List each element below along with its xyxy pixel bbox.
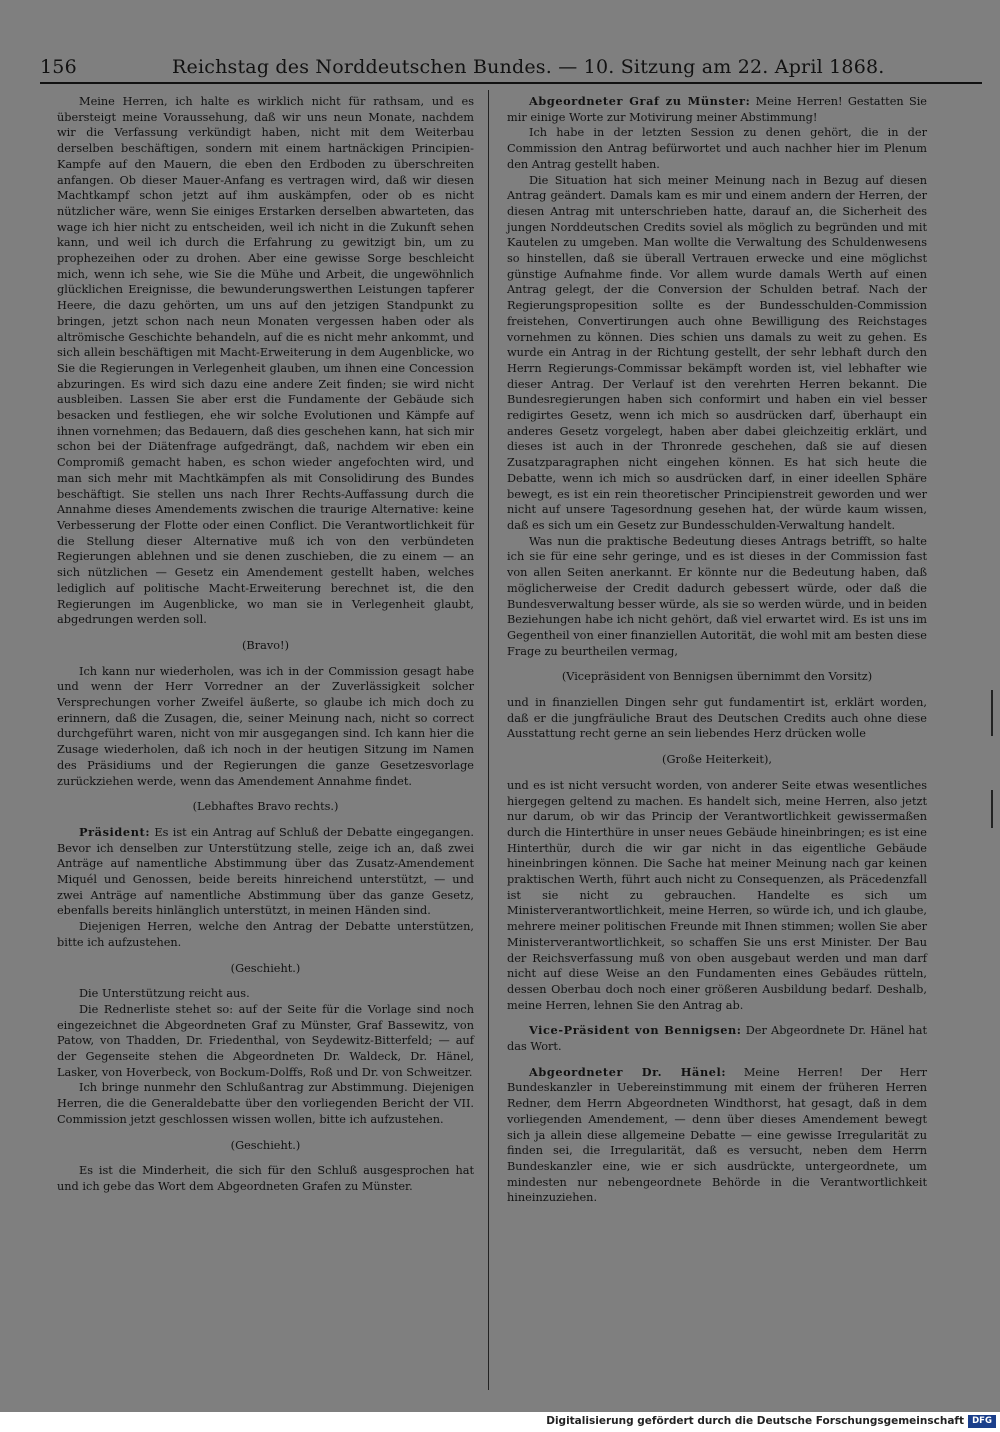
- paragraph: Ich kann nur wiederholen, was ich in der Commission gesagt habe und wenn der Herr Vorredner an der Zuverlässigkeit solcher Versprechungen vorher Zweifel äußerte, so glaube ich mich doch zu erinnern, daß die Zusagen, die, seiner Meinung nach, nicht so correct durchgeführt waren, nicht von mir ausgegangen sind. Ich kann hier die Zusage wiederholen, daß ich noch in der heutigen Sitzung im Namen des Präsidiums und der Regierungen die ganze Gesetzesvorlage zurückziehen werde, wenn das Amendement Annahme findet.: [57, 664, 474, 788]
- paragraph: und es ist nicht versucht worden, von anderer Seite etwas wesentliches hiergegen geltend zu machen. Es handelt sich, meine Herren, also jetzt nur darum, ob wir das Princip der Verantwortlichkeit gewissermaßen durch die Hinterthüre in unser neues Gebäude hineinbringen; es ist eine Hinterthür, durch die wir gar nicht in das eigentliche Gebäude hineinbringen können. Die Sache hat meiner Meinung nach gar keinen praktischen Werth, führt auch nicht zu Consequenzen, als Präcedenzfall ist sie nicht zu gebrauchen. Handelte es sich um Ministerverantwortlichkeit, meine Herren, so würde ich, und ich glaube, mehrere meiner politischen Freunde mit Ihnen stimmen; wollen Sie aber Ministerverantwortlichkeit, so schaffen Sie uns erst Minister. Der Bau der Reichsverfassung muß von oben ausgebaut werden und man darf nicht auf diese Weise an den Fundamenten eines Gebäudes rütteln, dessen Oberbau doch noch einer größeren Ausbildung bedarf. Deshalb, meine Herren, lehnen Sie den Antrag ab.: [507, 778, 927, 1012]
- stage-direction: (Geschieht.): [230, 961, 301, 975]
- speaker-name: Abgeordneter Dr. Hänel:: [529, 1064, 727, 1079]
- paragraph: [507, 94, 927, 125]
- paragraph: Die Unterstützung reicht aus.: [79, 987, 250, 1001]
- speech-text: Es ist ein Antrag auf Schluß der Debatte eingegangen. Bevor ich denselben zur Unterstützung stelle, zeige ich an, daß zwei Anträge auf namentliche Abstimmung über das Zusatz-Amendement Miquél und Genossen, beide bereits hinreichend unterstützt, — und zwei Anträge auf namentliche Abstimmung über das ganze Gesetz, ebenfalls bereits hinlänglich unterstützt, in meinen Händen sind.: [57, 825, 474, 918]
- paragraph: Es ist die Minderheit, die sich für den Schluß ausgesprochen hat und ich gebe das Wort dem Abgeordneten Grafen zu Münster.: [57, 1164, 474, 1193]
- page-header: [40, 56, 980, 78]
- stage-direction: (Große Heiterkeit),: [662, 753, 772, 767]
- stage-direction: (Lebhaftes Bravo rechts.): [192, 800, 339, 814]
- speaker-name: Abgeordneter Graf zu Münster:: [529, 94, 751, 108]
- page-number: 156: [40, 56, 77, 78]
- page-footer: [0, 1412, 1000, 1432]
- dfg-logo: DFG: [968, 1415, 996, 1428]
- header-rule: [40, 82, 982, 84]
- paragraph: Die Situation hat sich meiner Meinung nach in Bezug auf diesen Antrag geändert. Damals kam es mir und einem andern der Herren, der diesen Antrag mit unterschrieben hatte, darauf an, die Sicherheit des jungen Norddeutschen Credits soviel als möglich zu begründen und mit Kautelen zu umgeben. Man wollte die Verwaltung des Schuldenwesens so hinstellen, daß sie überall Vertrauen erwecke und eine möglichst günstige Aufnahme finde. Vor allem wurde damals Werth auf einen Antrag gelegt, der die Conversion der Schulden betraf. Nach der Regierungspropesition sollte es der Bundesschulden-Commission freistehen, Convertirungen auch ohne Bewilligung des Reichstages vornehmen zu können. Dies schien uns damals zu weit zu gehen. Es wurde ein Antrag in der Richtung gestellt, der sehr lebhaft durch den Herrn Regierungs-Commissar bekämpft worden ist, viel lebhafter wie dieser Antrag. Der Verlauf ist den verehrten Herren bekannt. Die Bundesregierungen haben sich conformirt und haben ein viel besser redigirtes Gesetz, wenn ich mich so ausdrücken darf, überhaupt ein anderes Gesetz vorgelegt, haben aber dabei gleichzeitig erklärt, und dieses ist auch in der Thronrede geschehen, daß sie auf diesen Zusatzparagraphen nicht eingehen können. Es hat sich heute die Debatte, wenn ich mich so ausdrücken darf, in einer ideellen Sphäre bewegt, es ist ein rein theoretischer Principienstreit geworden und wer nicht auf unsere Tagesordnung gesehen hat, der würde kaum wissen, daß es sich um ein Gesetz zur Bundesschulden-Verwaltung handelt.: [507, 173, 927, 532]
- speech-text: Der Abgeordnete Dr. Hänel hat das Wort.: [507, 1024, 927, 1054]
- right-column: [507, 94, 927, 1206]
- speaker-name: Präsident:: [79, 824, 151, 839]
- scan-edge-mark: [991, 790, 993, 828]
- speaker-name: Vice-Präsident von Bennigsen:: [529, 1023, 742, 1038]
- paragraph: Was nun die praktische Bedeutung dieses Antrags betrifft, so halte ich sie für eine sehr geringe, und es ist dieses in der Commission fast von allen Seiten anerkannt. Er könnte nur die Bedeutung haben, daß möglicherweise der Credit dadurch gebessert würde, oder daß die Bundesverwaltung besser würde, als sie so werden würde, und in beiden Beziehungen habe ich nicht gehört, daß viel erwartet wird. Es ist uns im Gegentheil von einer finanziellen Autorität, die wohl mit am besten diese Frage zu beurtheilen vermag,: [507, 534, 927, 658]
- footer-credit: Digitalisierung gefördert durch die Deutsche Forschungsgemeinschaft: [546, 1415, 964, 1427]
- left-column: [57, 94, 474, 1195]
- stage-direction: (Vicepräsident von Bennigsen übernimmt den Vorsitz): [561, 670, 873, 684]
- paragraph: Ich bringe nunmehr den Schlußantrag zur Abstimmung. Diejenigen Herren, die die Generaldebatte über den vorliegenden Bericht der VII. Commission jetzt geschlossen wissen wollen, bitte ich aufzustehen.: [57, 1081, 474, 1126]
- speech-text: Meine Herren! Gestatten Sie mir einige Worte zur Motivirung meiner Abstimmung!: [507, 95, 927, 124]
- stage-direction: (Geschieht.): [230, 1138, 301, 1152]
- column-divider: [488, 90, 489, 1390]
- speech-text: Meine Herren! Der Herr Bundeskanzler in Uebereinstimmung mit einem der früheren Herren Redner, dem Herrn Abgeordneten Windthorst, hat gesagt, daß in dem vorliegenden Amendement, — denn über dieses Amendement bewegt sich ja allein diese allgemeine Debatte — eine gewisse Irregularität zu finden sei, die Irregularität, daß es versucht, neben dem Herrn Bundeskanzler eine, wie er sich ausdrückte, untergeordnete, um mindesten nur nebengeordnete Behörde in die Verantwortlichkeit hineinzuziehen.: [507, 1065, 927, 1205]
- paragraph: [57, 825, 474, 919]
- running-title: Reichstag des Norddeutschen Bundes. — 10. Sitzung am 22. April 1868.: [172, 56, 885, 78]
- scan-edge-mark: [991, 690, 993, 736]
- paragraph: Die Rednerliste stehet so: auf der Seite für die Vorlage sind noch eingezeichnet die Abgeordneten Graf zu Münster, Graf Bassewitz, von Patow, von Thadden, Dr. Friedenthal, von Seydewitz-Bitterfeld; — auf der Gegenseite stehen die Abgeordneten Dr. Waldeck, Dr. Hänel, Lasker, von Hoverbeck, von Bockum-Dolffs, Roß und Dr. von Schweitzer.: [57, 1002, 474, 1079]
- stage-direction: (Bravo!): [242, 638, 289, 652]
- paragraph: Diejenigen Herren, welche den Antrag der Debatte unterstützen, bitte ich aufzustehen.: [57, 920, 474, 949]
- paragraph: Ich habe in der letzten Session zu denen gehört, die in der Commission den Antrag befürwortet und auch nachher hier im Plenum den Antrag gestellt haben.: [507, 126, 927, 171]
- paragraph: und in finanziellen Dingen sehr gut fundamentirt ist, erklärt worden, daß er die jungfräuliche Braut des Deutschen Credits auch ohne diese Ausstattung recht gerne an sein liebendes Herz drücken wolle: [507, 696, 927, 741]
- paragraph: [507, 1065, 927, 1206]
- paragraph: [507, 1023, 927, 1054]
- paragraph: Meine Herren, ich halte es wirklich nicht für rathsam, und es übersteigt meine Voraussehung, daß wir uns neun Monate, nachdem wir die Verfassung verkündigt haben, nicht mit dem Weiterbau derselben beschäftigen, sondern mit einem hartnäckigen Principien-Kampfe auf den Mauern, die eben den Erdboden zu überschreiten anfangen. Ob dieser Mauer-Anfang es vertragen wird, daß wir diesen Machtkampf schon jetzt auf ihm auskämpfen, oder ob es nicht nützlicher wäre, wenn Sie einiges Erstarken derselben abwarteten, das wage ich hier nicht zu entscheiden, weil ich nicht in die Zukunft sehen kann, und weil ich durch die Erfahrung zu gewitzigt bin, um zu prophezeihen oder zu drohen. Aber eine gewisse Sorge beschleicht mich, wenn ich sehe, wie Sie die Mühe und Arbeit, die ungewöhnlich glücklichen Ereignisse, die bewunderungswerthen Leistungen tapferer Heere, die dazu gehörten, um uns auf den jetzigen Standpunkt zu bringen, jetzt schon nach neun Monaten vergessen haben oder als altrömische Geschichte behandeln, auf die es nicht mehr ankommt, und sich allein beschäftigen mit Macht-Erweiterung in dem Augenblicke, wo Sie die Regierungen in Verlegenheit glauben, um ihnen eine Concession abzuringen. Es wird sich dazu eine andere Zeit finden; sie wird nicht ausbleiben. Lassen Sie aber erst die Fundamente der Gebäude sich besacken und festliegen, ehe wir solche Evolutionen und Kämpfe auf ihnen vornehmen; das Bedauern, daß dies geschehen kann, hat sich mir schon bei der Diätenfrage aufgedrängt, daß, nachdem wir eben ein Compromiß gemacht haben, es schon wieder angefochten wird, und man sich mehr mit Machtkämpfen als mit Consolidirung des Bundes beschäftigt. Sie stellen uns nach Ihrer Rechts-Auffassung durch die Annahme dieses Amendements zwischen die traurige Alternative: keine Verbesserung der Flotte oder einen Conflict. Die Verantwortlichkeit für die Stellung dieser Alternative muß ich von den verbündeten Regierungen ablehnen und sie denen zuschieben, die zu einem — an sich nützlichen — Gesetz ein Amendement gestellt haben, welches lediglich auf politische Macht-Erweiterung berechnet ist, die den Regierungen im Augenblicke, wo man sie in Verlegenheit glaubt, abgedrungen werden soll.: [57, 95, 474, 627]
